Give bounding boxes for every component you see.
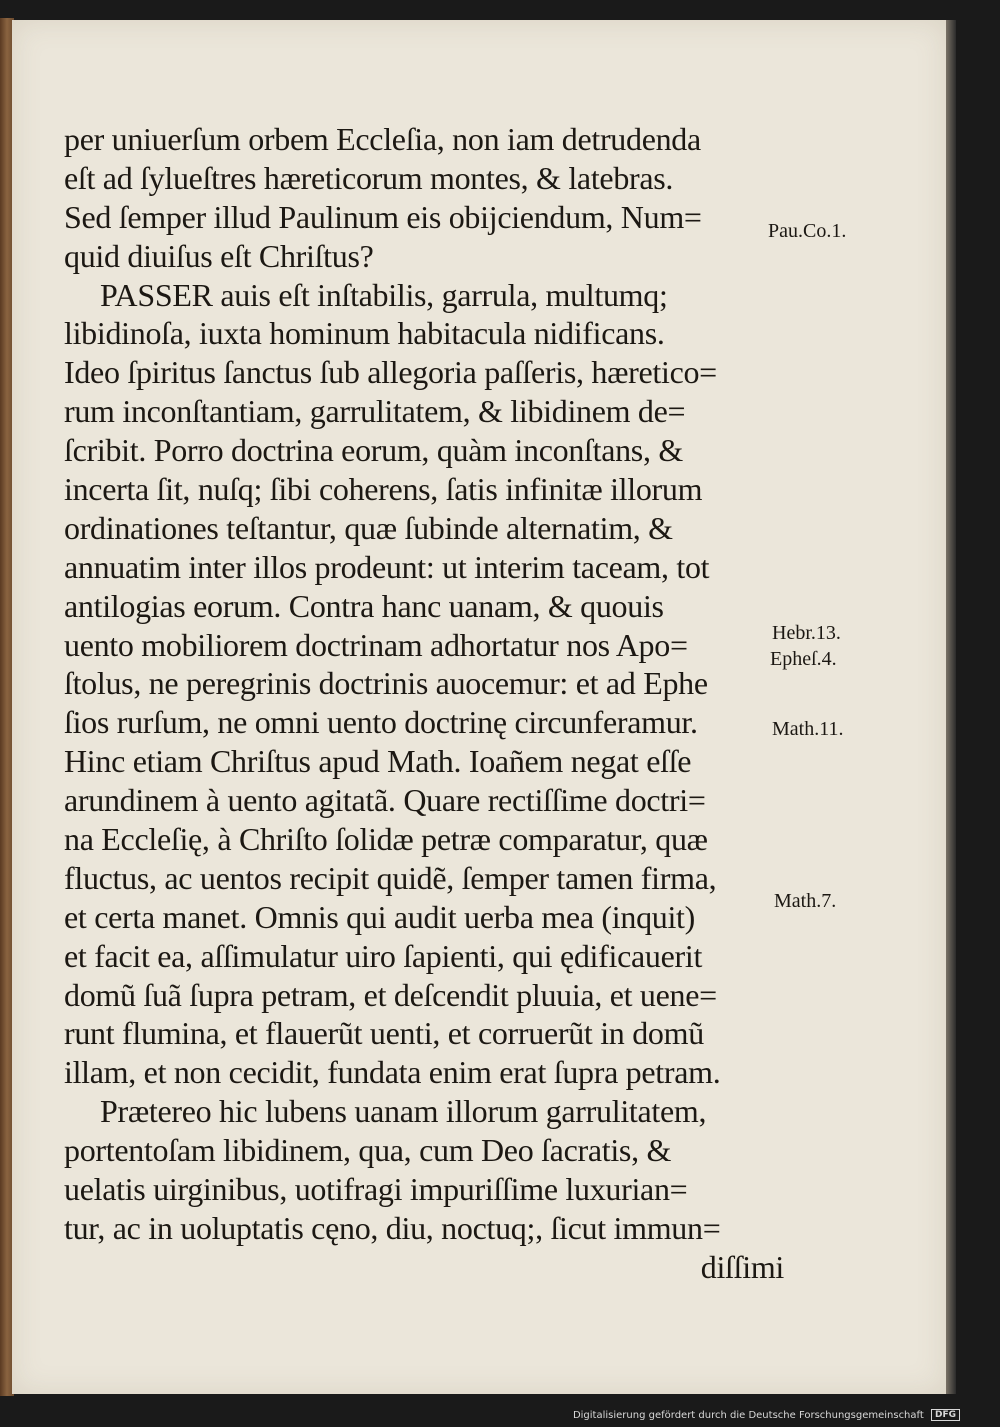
- text-line: ſtolus, ne peregrinis doctrinis auocemur: et ad Ephe: [64, 665, 708, 702]
- text-line: Ideo ſpiritus ſanctus ſub allegoria paſſeris, hæretico=: [64, 354, 717, 391]
- text-line: rum inconſtantiam, garrulitatem, & libidinem de=: [64, 393, 686, 430]
- text-line: illam, et non cecidit, fundata enim erat ſupra petram.: [64, 1054, 721, 1091]
- text-line: eſt ad ſylueſtres hæreticorum montes, & latebras.: [64, 159, 674, 196]
- text-line: tur, ac in uoluptatis cęno, diu, noctuq;, ſicut immun=: [64, 1209, 721, 1246]
- text-line: et certa manet. Omnis qui audit uerba mea (inquit): [64, 898, 696, 935]
- text-line: et facit ea, aſſimulatur uiro ſapienti, qui ędificauerit: [64, 937, 703, 974]
- text-line: ordinationes teſtantur, quæ ſubinde alternatim, &: [64, 509, 673, 546]
- paragraph-start-line: Prætereo hic lubens uanam illorum garrulitatem,: [100, 1093, 707, 1130]
- credit-text: Digitalisierung gefördert durch die Deutsche Forschungsgemeinschaft: [572, 1410, 924, 1421]
- text-line: arundinem à uento agitatã. Quare rectiſſime doctri=: [64, 782, 706, 819]
- catchword: diſſimi: [700, 1248, 784, 1285]
- dfg-logo: DFG: [931, 1409, 960, 1421]
- text-line: uento mobiliorem doctrinam adhortatur nos Apo=: [64, 626, 688, 663]
- text-line: annuatim inter illos prodeunt: ut interim taceam, tot: [64, 548, 710, 585]
- text-line: ſios rurſum, ne omni uento doctrinę circunferamur.: [64, 704, 698, 741]
- marginal-note-math-7: Math.7.: [774, 890, 837, 912]
- marginal-note-pau-co: Pau.Co.1.: [768, 220, 847, 242]
- text-block: [64, 120, 784, 1287]
- text-line: per uniuerſum orbem Eccleſia, non iam detrudenda: [64, 121, 701, 157]
- book-page: [12, 20, 946, 1394]
- digitization-credit: [573, 1409, 960, 1421]
- paragraph-start-line: PASSER auis eſt inſtabilis, garrula, multumq;: [100, 276, 668, 313]
- text-line: portentoſam libidinem, qua, cum Deo ſacratis, &: [64, 1132, 672, 1169]
- text-line: runt flumina, et flauerũt uenti, et corruerũt in domũ: [64, 1015, 704, 1052]
- marginal-note-math-11: Math.11.: [772, 718, 844, 740]
- marginal-note-hebr: Hebr.13.: [772, 622, 841, 644]
- text-line: uelatis uirginibus, uotifragi impuriſſime luxurian=: [64, 1171, 688, 1208]
- text-line: Hinc etiam Chriſtus apud Math. Ioañem negat eſſe: [64, 743, 692, 780]
- text-line: antilogias eorum. Contra hanc uanam, & quouis: [64, 587, 664, 624]
- text-line: quid diuiſus eſt Chriſtus?: [64, 237, 374, 274]
- marginal-note-ephes: Epheſ.4.: [770, 648, 837, 670]
- text-line: na Eccleſię, à Chriſto ſolidæ petræ comparatur, quæ: [64, 821, 708, 858]
- text-line: domũ ſuã ſupra petram, et deſcendit pluuia, et uene=: [64, 976, 717, 1013]
- text-line: ſcribit. Porro doctrina eorum, quàm inconſtans, &: [64, 432, 683, 469]
- text-line: fluctus, ac uentos recipit quidẽ, ſemper tamen firma,: [64, 859, 717, 896]
- text-line: Sed ſemper illud Paulinum eis obijciendum, Num=: [64, 198, 702, 235]
- page-edge-shadow: [946, 20, 956, 1394]
- text-line: incerta ſit, nuſq; ſibi coherens, ſatis infinitæ illorum: [64, 471, 703, 508]
- text-line: libidinoſa, iuxta hominum habitacula nidificans.: [64, 315, 665, 352]
